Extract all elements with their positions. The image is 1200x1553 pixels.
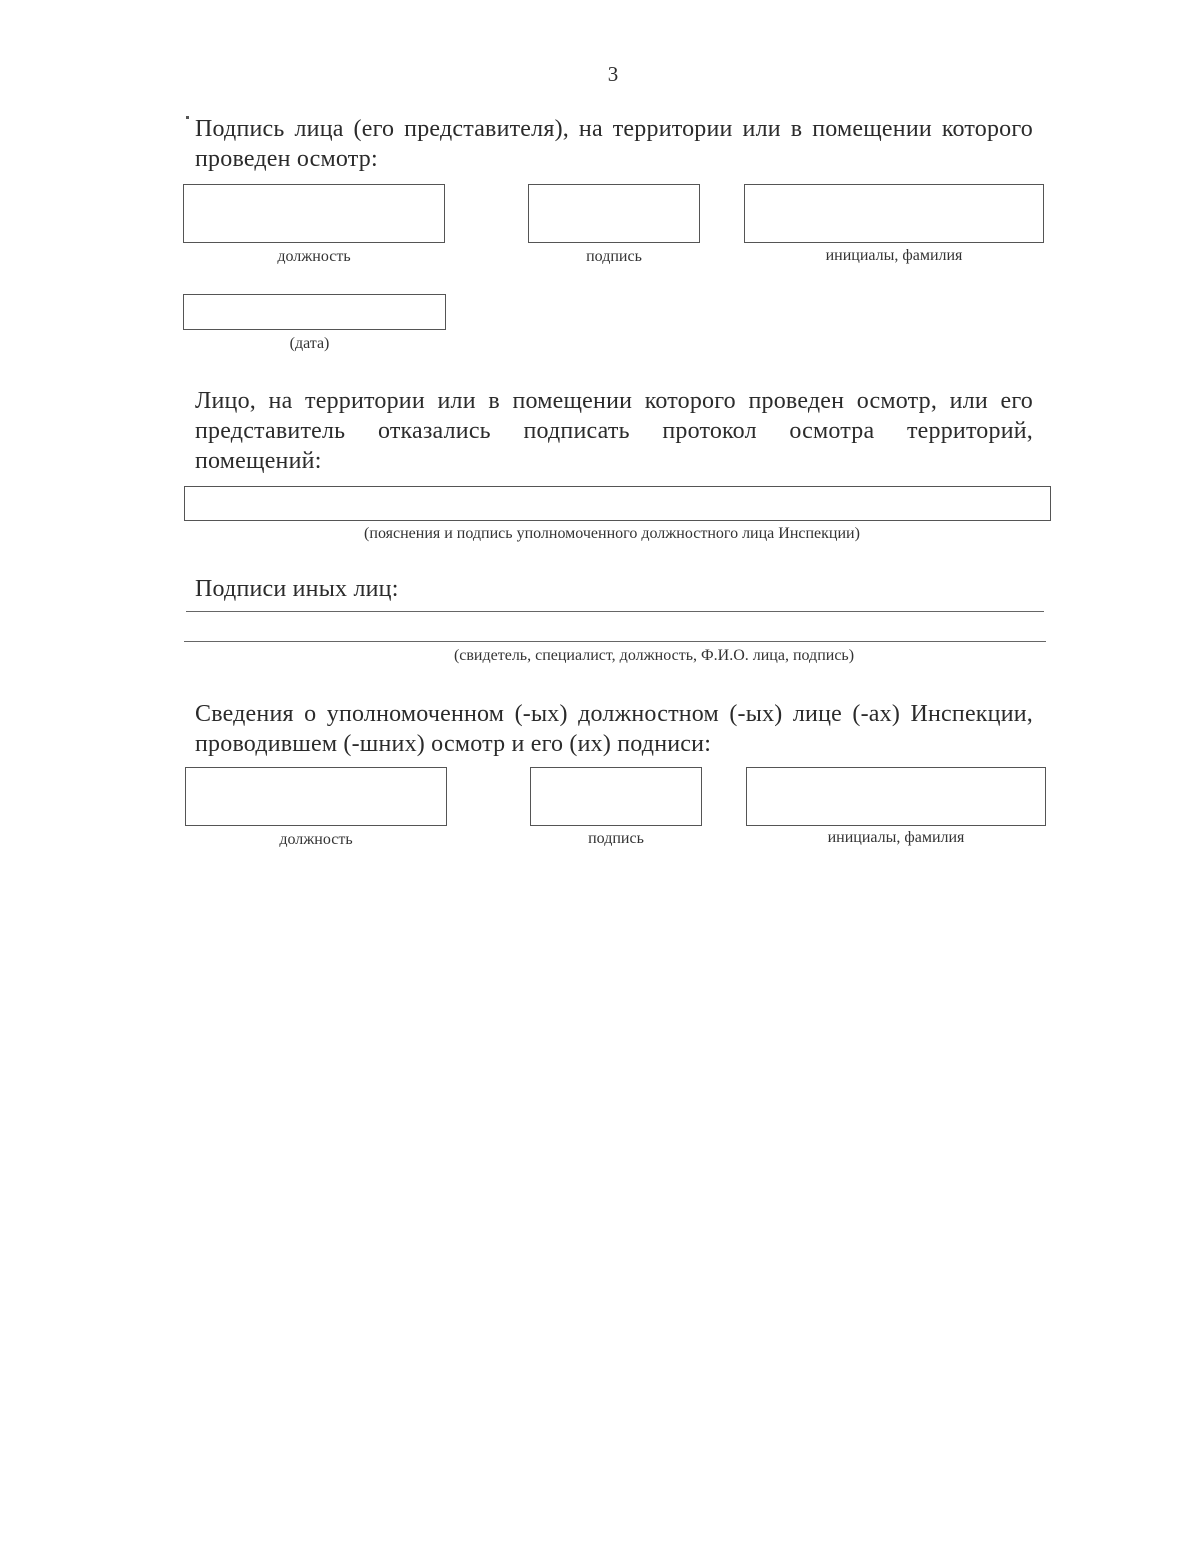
scan-artifact-dot [186,116,189,119]
section1-initials-field[interactable] [744,184,1044,243]
section1-position-caption: должность [277,248,351,265]
section4-position-field[interactable] [185,767,447,826]
section4-signature-field[interactable] [530,767,702,826]
section3-signature-line-1[interactable] [186,611,1044,612]
section4-initials-field[interactable] [746,767,1046,826]
section4-heading: Сведения о уполномоченном (-ых) должностном (-ых) лице (-ах) Инспекции, проводившем (-шних) осмотр и его (их) подниси: [195,701,1033,757]
section2-heading: Лицо, на территории или в помещении которого проведен осмотр, или его представитель отказались подписать протокол осмотра территорий, помещений: [195,388,1033,474]
section2-caption: (пояснения и подпись уполномоченного должностного лица Инспекции) [364,525,860,542]
section1-heading: Подпись лица (его представителя), на территории или в помещении которого проведен осмотр: [195,116,1033,172]
section1-signature-field[interactable] [528,184,700,243]
section1-date-caption: (дата) [289,335,330,352]
section4-initials-caption: инициалы, фамилия [827,829,965,846]
section1-initials-caption: инициалы, фамилия [825,247,963,264]
section3-heading: Подписи иных лиц: [195,576,399,602]
section2-refusal-field[interactable] [184,486,1051,521]
section4-position-caption: должность [279,831,353,848]
page-number: 3 [607,62,619,86]
section1-position-field[interactable] [183,184,445,243]
section4-signature-caption: подпись [588,830,644,847]
section1-date-field[interactable] [183,294,446,330]
section3-caption: (свидетель, специалист, должность, Ф.И.О. лица, подпись) [453,647,855,664]
section1-signature-caption: подпись [586,248,642,265]
section3-signature-line-2[interactable] [184,641,1046,642]
